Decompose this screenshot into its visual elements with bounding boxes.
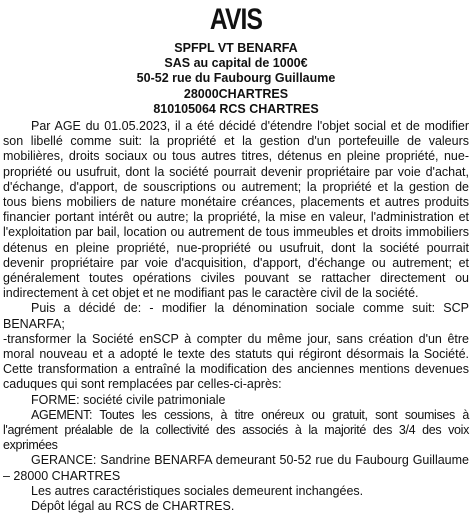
notice-title: AVIS — [209, 3, 263, 36]
company-name: SPFPL VT BENARFA — [174, 41, 298, 55]
paragraph-other-characteristics: Les autres caractéristiques sociales demeurent inchangées. — [31, 483, 364, 498]
paragraph-gerance: GERANCE: Sandrine BENARFA demeurant 50-52 rue du Faubourg Guillaume – 28000 CHARTRES — [3, 453, 469, 483]
company-postal-city: 28000CHARTRES — [183, 86, 289, 101]
paragraph-agrement: AGEMENT: Toutes les cessions, à titre onéreux ou gratuit, sont soumises à l'agrément préalable de la collectivité des associés à la majorité des 3/4 des voix exprimées — [3, 407, 469, 453]
company-address: 50-52 rue du Faubourg Guillaume — [136, 71, 336, 86]
paragraph-form: FORME: société civile patrimoniale — [31, 392, 226, 407]
paragraph-legal-deposit: Dépôt légal au RCS de CHARTRES. — [31, 499, 235, 514]
paragraph-object-change: Par AGE du 01.05.2023, il a été décidé d'étendre l'objet social et de modifier son libellé comme suit: la propriété et la gestion d'un portefeuille de valeurs mobilières, droits sociaux ou tous autres titres, détenus en pleine propriété, nue-propriété ou usufruit, dont la société pourrait devenir propriétaire par voie d'achat, d'échange, d'apport, de souscriptions ou autrement; la propriété et la gestion de tous biens mobiliers de nature monétaire créances, placements et autres produits financier portant intérêt ou autre; la propriété, la mise en valeur, l'administration et l'exploitation par bail, location ou autrement de tous immeubles et droits immobiliers détenus en pleine propriété, nue-propriété ou usufruit, dont la société pourrait devenir propriétaire par voie d'acquisition, d'apport, d'échange ou autrement; et généralement toutes opérations civiles pouvant se rattacher directement ou indirectement à cet objet et ne modifiant pas le caractère civil de la société. — [3, 119, 469, 301]
paragraph-transformation: -transformer la Société enSCP à compter du même jour, sans création d'un être moral nouveau et a adopté le texte des statuts qui régiront désormais la Société. Cette transformation a entraîné la modification des anciennes mentions devenues caduques qui sont remplacées par celles-ci-après: — [3, 331, 469, 392]
company-header — [3, 41, 469, 117]
company-form: SAS au capital de 1000€ — [164, 56, 308, 71]
company-registration: 810105064 RCS CHARTRES — [153, 101, 319, 116]
legal-notice — [3, 0, 469, 514]
paragraph-name-change: Puis a décidé de: - modifier la dénomination sociale comme suit: SCP BENARFA; — [3, 301, 469, 331]
